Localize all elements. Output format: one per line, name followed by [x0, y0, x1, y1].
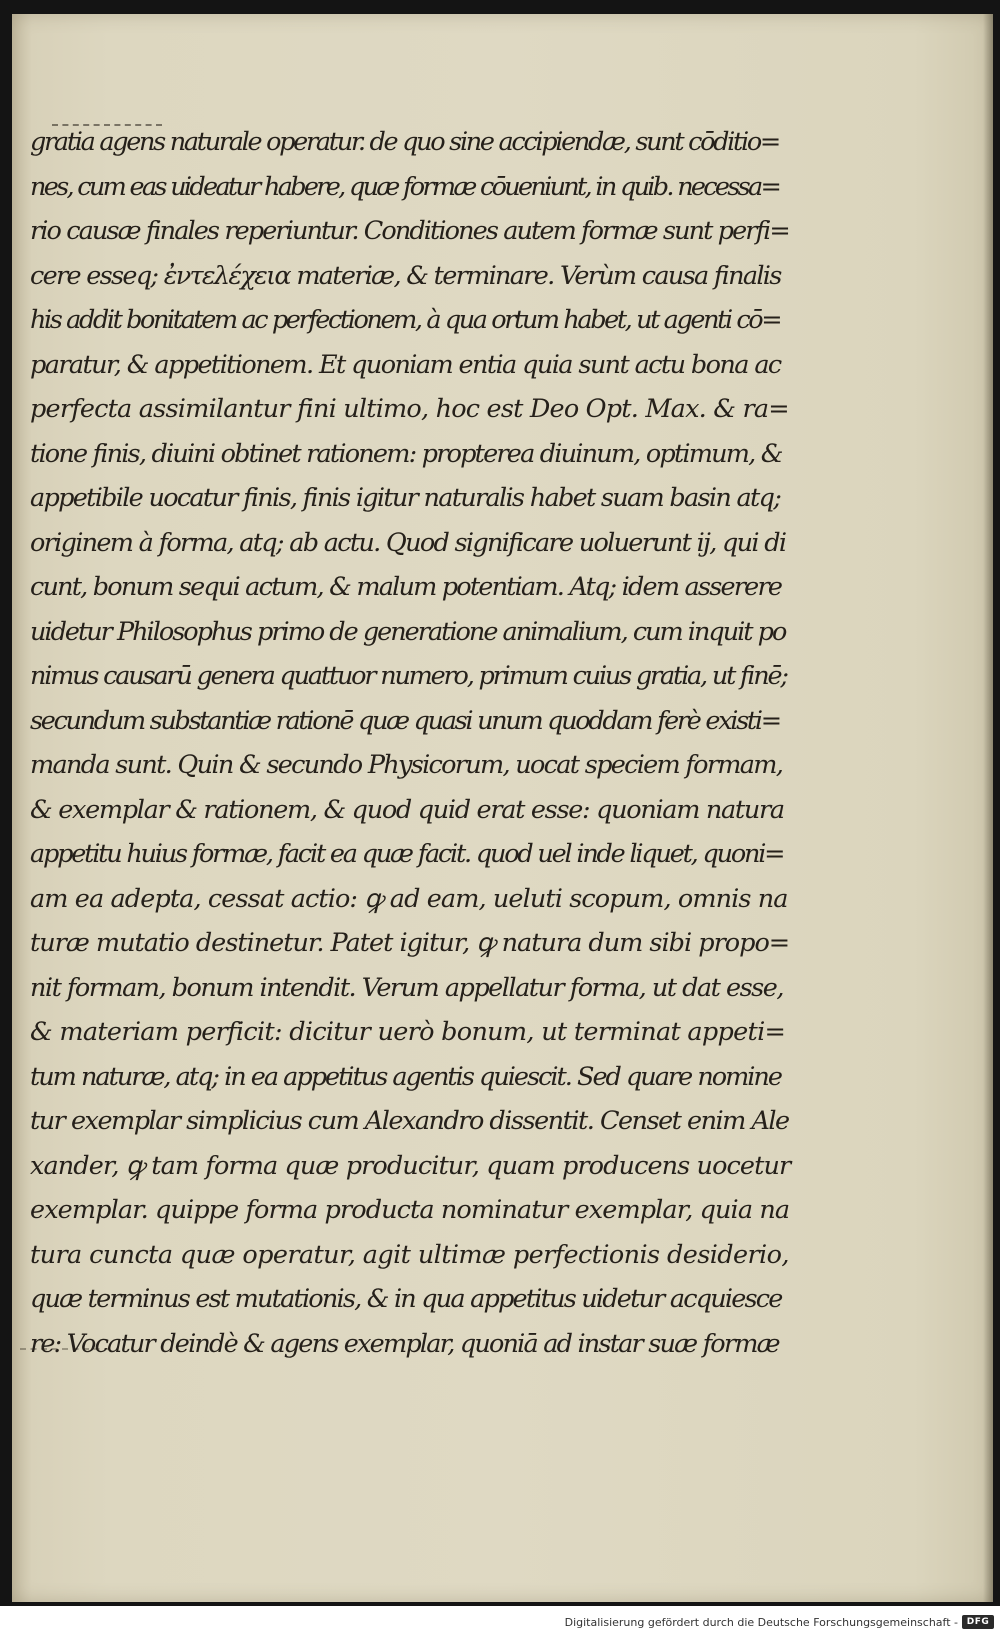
text-line: cere esseq; ἐντελέχεια materiæ, & terminare. Verùm causa finalis	[30, 260, 781, 291]
text-line: rio causæ finales reperiuntur. Conditiones autem formæ sunt perfi=	[30, 216, 789, 246]
text-line: his addit bonitatem ac perfectionem, à qua ortum habet, ut agenti cō=	[30, 305, 781, 335]
text-line: appetibile uocatur finis, finis igitur naturalis habet suam basin atq;	[30, 483, 781, 513]
text-line: turæ mutatio destinetur. Patet igitur, ꝙ natura dum sibi propo=	[30, 928, 790, 958]
text-line: perfecta assimilantur fini ultimo, hoc est Deo Opt. Max. & ra=	[30, 394, 789, 424]
digitization-footer	[0, 1606, 1000, 1639]
text-line: nimus causarū genera quattuor numero, primum cuius gratia, ut finē;	[30, 661, 787, 691]
text-line: originem à forma, atq; ab actu. Quod significare uoluerunt ij, qui di	[30, 527, 786, 558]
text-line: quæ terminus est mutationis, & in qua appetitus uidetur acquiesce	[30, 1284, 782, 1314]
text-line: nit formam, bonum intendit. Verum appellatur forma, ut dat esse,	[30, 972, 783, 1003]
text-line: cunt, bonum sequi actum, & malum potentiam. Atq; idem asserere	[30, 572, 782, 602]
text-line: & materiam perficit: dicitur uerò bonum, ut terminat appeti=	[30, 1017, 786, 1047]
text-line: xander, ꝙ tam forma quæ producitur, quam producens uocetur	[30, 1150, 791, 1181]
text-line: tione finis, diuini obtinet rationem: propterea diuinum, optimum, &	[30, 438, 782, 469]
latin-text-block	[30, 120, 790, 1366]
text-line: appetitu huius formæ, facit ea quæ facit. quod uel inde liquet, quoni=	[30, 839, 784, 869]
text-line: exemplar. quippe forma producta nominatur exemplar, quia na	[30, 1195, 790, 1225]
text-line: manda sunt. Quin & secundo Physicorum, uocat speciem formam,	[30, 750, 783, 780]
text-line: re: Vocatur deindè & agens exemplar, quoniā ad instar suæ formæ	[30, 1328, 779, 1359]
text-line: tura cuncta quæ operatur, agit ultimæ perfectionis desiderio,	[30, 1239, 789, 1270]
text-line: tum naturæ, atq; in ea appetitus agentis quiescit. Sed quare nomine	[30, 1061, 781, 1092]
text-line: gratia agens naturale operatur. de quo sine accipiendæ, sunt cōditio=	[30, 127, 779, 157]
text-line: tur exemplar simplicius cum Alexandro dissentit. Censet enim Ale	[30, 1106, 789, 1136]
faded-catchword-mark	[20, 1348, 110, 1352]
text-line: paratur, & appetitionem. Et quoniam entia quia sunt actu bona ac	[30, 349, 781, 380]
dfg-logo: DFG	[962, 1615, 994, 1629]
page-edge-shadow	[983, 14, 993, 1602]
text-line: & exemplar & rationem, & quod quid erat esse: quoniam natura	[30, 794, 784, 825]
text-line: nes, cum eas uideatur habere, quæ formæ cōueniunt, in quib. necessa=	[30, 171, 780, 202]
text-line: secundum substantiæ rationē quæ quasi unum quoddam ferè existi=	[30, 705, 780, 736]
text-line: uidetur Philosophus primo de generatione animalium, cum inquit po	[30, 616, 786, 647]
text-line: am ea adepta, cessat actio: ꝙ ad eam, ueluti scopum, omnis na	[30, 883, 788, 914]
funding-credit: Digitalisierung gefördert durch die Deutsche Forschungsgemeinschaft -	[564, 1616, 958, 1629]
